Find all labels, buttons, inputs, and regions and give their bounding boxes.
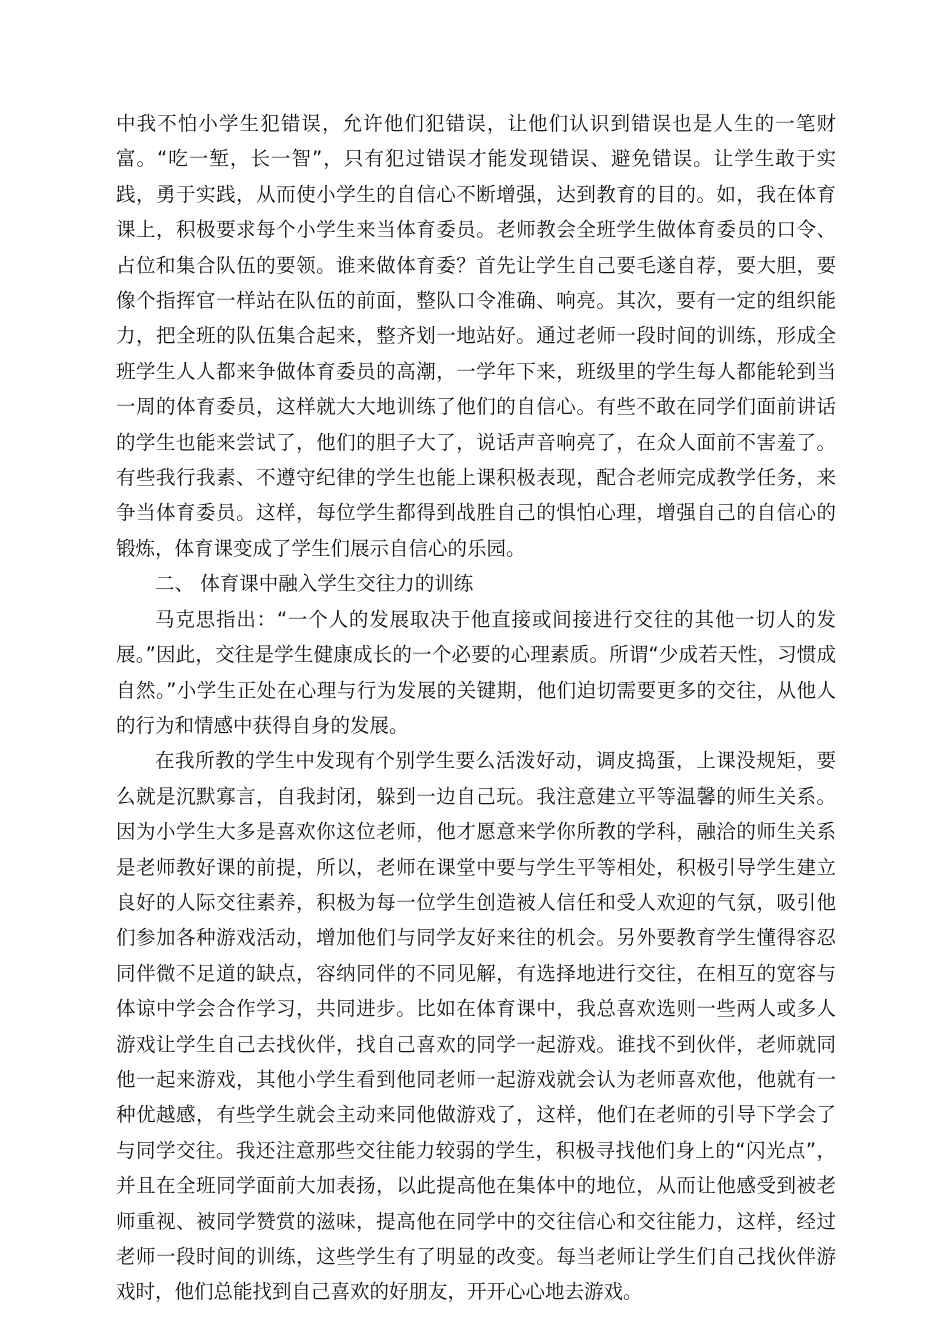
document-page [116, 106, 836, 1310]
body-paragraph-1: 中我不怕小学生犯错误，允许他们犯错误，让他们认识到错误也是人生的一笔财富。“吃一堑，长一智”，只有犯过错误才能发现错误、避免错误。让学生敢于实践，勇于实践，从而使小学生的自信心不断增强，达到教育的目的。如，我在体育课上，积极要求每个小学生来当体育委员。老师教会全班学生做体育委员的口令、占位和集合队伍的要领。谁来做体育委？首先让学生自己要毛遂自荐，要大胆，要像个指挥官一样站在队伍的前面，整队口令准确、响亮。其次，要有一定的组织能力，把全班的队伍集合起来，整齐划一地站好。通过老师一段时间的训练，形成全班学生人人都来争做体育委员的高潮，一学年下来，班级里的学生每人都能轮到当一周的体育委员，这样就大大地训练了他们的自信心。有些不敢在同学们面前讲话的学生也能来尝试了，他们的胆子大了，说话声音响亮了，在众人面前不害羞了。有些我行我素、不遵守纪律的学生也能上课积极表现，配合老师完成教学任务，来争当体育委员。这样，每位学生都得到战胜自己的惧怕心理，增强自己的自信心的锻炼，体育课变成了学生们展示自信心的乐园。 [116, 112, 836, 560]
body-paragraph-3: 在我所教的学生中发现有个别学生要么活泼好动，调皮捣蛋，上课没规矩，要么就是沉默寡言，自我封闭，躲到一边自己玩。我注意建立平等温馨的师生关系。因为小学生大多是喜欢你这位老师，他才愿意来学你所教的学科，融洽的师生关系是老师教好课的前提，所以，老师在课堂中要与学生平等相处，积极引导学生建立良好的人际交往素养，积极为每一位学生创造被人信任和受人欢迎的气氛，吸引他们参加各种游戏活动，增加他们与同学友好来往的机会。另外要教育学生懂得容忍同伴微不足道的缺点，容纳同伴的不同见解，有选择地进行交往，在相互的宽容与体谅中学会合作学习，共同进步。比如在体育课中，我总喜欢选则一些两人或多人游戏让学生自己去找伙伴，找自己喜欢的同学一起游戏。谁找不到伙伴，老师就同他一起来游戏，其他小学生看到他同老师一起游戏就会认为老师喜欢他，他就有一种优越感，有些学生就会主动来同他做游戏了，这样，他们在老师的引导下学会了与同学交往。我还注意那些交往能力较弱的学生，积极寻找他们身上的“闪光点”，并且在全班同学面前大加表扬，以此提高他在集体中的地位，从而让他感受到被老师重视、被同学赞赏的滋味，提高他在同学中的交往信心和交往能力，这样，经过老师一段时间的训练，这些学生有了明显的改变。每当老师让学生们自己找伙伴游戏时，他们总能找到自己喜欢的好朋友，开开心心地去游戏。 [116, 749, 836, 1304]
body-paragraph-2: 马克思指出：“一个人的发展取决于他直接或间接进行交往的其他一切人的发展。”因此，交往是学生健康成长的一个必要的心理素质。所谓“少成若天性，习惯成自然。”小学生正处在心理与行为发展的关键期，他们迫切需要更多的交往，从他人的行为和情感中获得自身的发展。 [116, 607, 836, 737]
section-heading-2: 二、 体育课中融入学生交往力的训练 [155, 572, 474, 596]
